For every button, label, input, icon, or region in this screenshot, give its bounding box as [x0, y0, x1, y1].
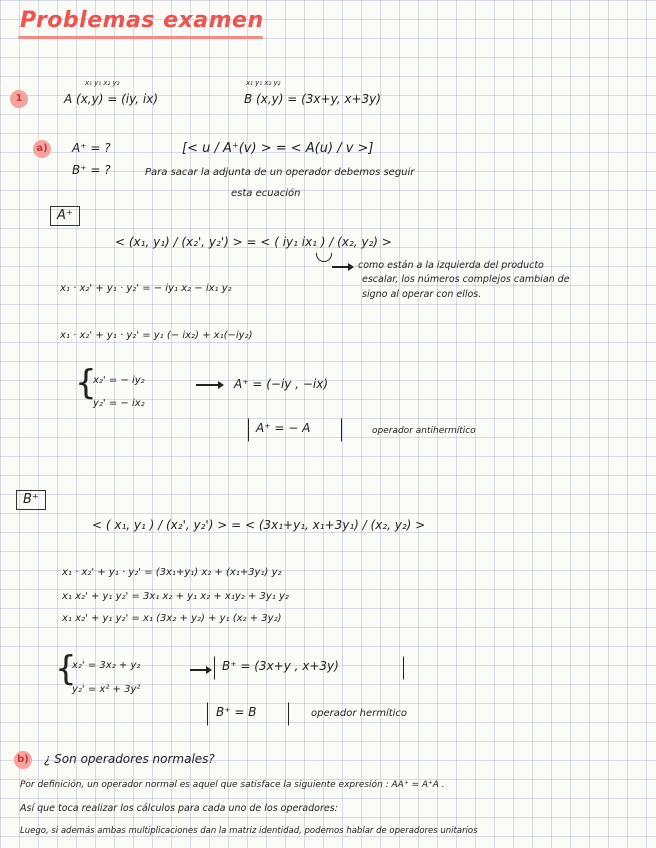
part-a-badge: a)	[33, 140, 51, 158]
op-a-labels: x₁ y₁ x₂ y₂	[85, 79, 120, 87]
b-plus-equation-1: < ( x₁, y₁ ) / (x₂', y₂') > = < (3x₁+y₁, x₁+3y₁) / (x₂, y₂) >	[92, 518, 426, 532]
a-plus-result: A⁺ = (−iy , −ix)	[234, 377, 329, 391]
a-result-arrow	[196, 384, 222, 386]
part-b-badge: b)	[14, 751, 32, 769]
part-b-line-1: Por definición, un operador normal es aquel que satisface la siguiente expresión : AA⁺ = A⁺A .	[20, 780, 445, 790]
operator-a-definition: A (x,y) = (iy, ix)	[64, 92, 159, 106]
a-system-eq-2: y₂' = − ix₂	[93, 398, 145, 409]
intro-line-2: esta ecuación	[231, 188, 301, 199]
op-b-labels: x₁ y₁ x₂ y₂	[246, 79, 281, 87]
part-b-line-2: Así que toca realizar los cálculos para cada uno de los operadores:	[20, 803, 338, 814]
a-plus-equation-2: x₁ · x₂' + y₁ · y₂' = − iy₁ x₂ − ix₁ y₂	[60, 283, 232, 294]
note-line-3: signo al operar con ellos.	[362, 289, 482, 300]
title-underline	[18, 36, 263, 39]
page-title: Problemas examen	[20, 8, 264, 33]
a-system-eq-1: x₂' = − iy₂	[93, 375, 145, 386]
a-plus-result-box: A⁺ = − A	[256, 421, 311, 435]
b-plus-equation-2: x₁ · x₂' + y₁ · y₂' = (3x₁+y₁) x₂ + (x₁+3y₁) y₂	[62, 567, 282, 578]
note-arrow	[332, 266, 352, 268]
intro-line-1: Para sacar la adjunta de un operador debemos seguir	[145, 167, 415, 178]
b-plus-box-label: B⁺	[16, 490, 46, 510]
b-plus-result: B⁺ = (3x+y , x+3y)	[222, 659, 339, 673]
a-result-label: operador antihermítico	[372, 426, 476, 436]
operator-b-definition: B (x,y) = (3x+y, x+3y)	[244, 92, 381, 106]
b-system-eq-1: x₂' = 3x₂ + y₂	[72, 660, 141, 671]
question-a-plus: A⁺ = ?	[72, 141, 111, 155]
b-plus-equation-4: x₁ x₂' + y₁ y₂' = x₁ (3x₂ + y₂) + y₁ (x₂ + 3y₂)	[62, 613, 282, 624]
a-plus-equation-1: < (x₁, y₁) / (x₂', y₂') > = < ( iy₁ ix₁ ) / (x₂, y₂) >	[115, 235, 392, 249]
part-b-question: ¿ Son operadores normales?	[44, 752, 215, 766]
b-plus-result-box: B⁺ = B	[216, 705, 257, 719]
problem-number-badge: 1	[10, 90, 28, 108]
question-b-plus: B⁺ = ?	[72, 163, 111, 177]
b-result-label: operador hermítico	[311, 708, 408, 719]
b-plus-equation-3: x₁ x₂' + y₁ y₂' = 3x₁ x₂ + y₁ x₂ + x₁y₂ + 3y₁ y₂	[62, 591, 289, 602]
note-line-1: como están a la izquierda del producto	[358, 260, 544, 271]
system-brace-a: {	[75, 363, 97, 403]
adjoint-equation: [< u / A⁺(v) > = < A(u) / v >]	[182, 141, 374, 156]
b-result-arrow	[190, 669, 210, 671]
a-plus-box-label: A⁺	[50, 206, 80, 226]
note-line-2: escalar, los números complejos cambian de	[362, 274, 570, 285]
note-curve	[316, 253, 332, 262]
a-plus-equation-3: x₁ · x₂' + y₁ · y₂' = y₁ (− ix₂) + x₁(−iy₂)	[60, 330, 253, 341]
b-system-eq-2: y₂' = x² + 3y²	[72, 684, 141, 695]
system-brace-b: {	[55, 649, 77, 689]
part-b-line-3: Luego, si además ambas multiplicaciones dan la matriz identidad, podemos hablar de operadores unitarios	[20, 826, 478, 836]
